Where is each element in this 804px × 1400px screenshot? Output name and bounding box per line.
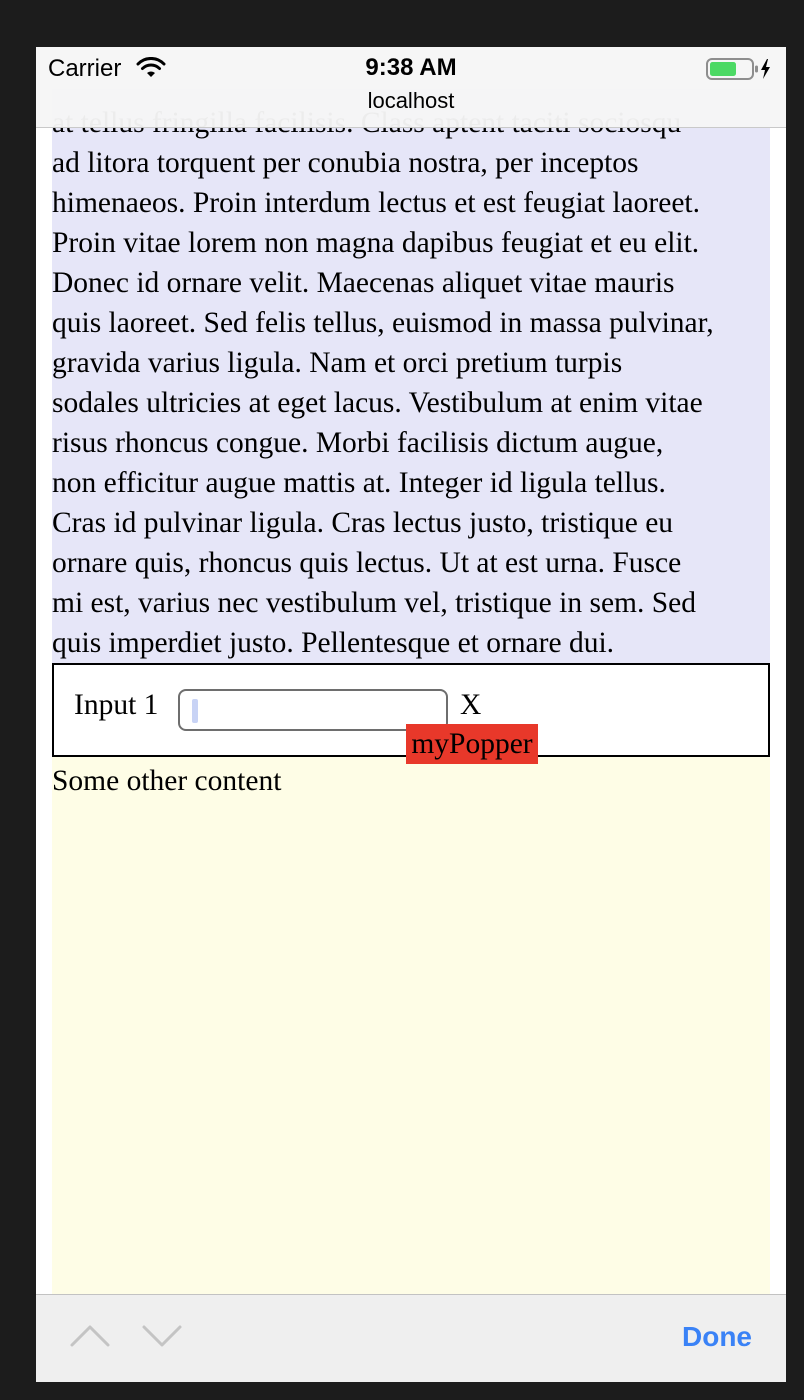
other-content-block [52,757,770,1317]
lorem-line: ad litora torquent per conubia nostra, per inceptos [52,147,639,179]
x-label: X [460,689,482,721]
lorem-line: mi est, varius nec vestibulum vel, tristique in sem. Sed [52,587,696,619]
chevron-up-icon[interactable] [68,1321,112,1351]
address-host[interactable]: localhost [367,88,455,113]
lorem-line: non efficitur augue mattis at. Integer id ligula tellus. [52,467,666,499]
input-1-label: Input 1 [74,689,159,721]
lorem-line: ornare quis, rhoncus quis lectus. Ut at est urna. Fusce [52,547,682,579]
lorem-paragraph-block [52,89,770,663]
my-popper: myPopper [406,724,538,764]
lorem-line: quis laoreet. Sed felis tellus, euismod in massa pulvinar, [52,307,714,339]
lorem-line: risus rhoncus congue. Morbi facilisis dictum augue, [52,427,664,459]
phone-screen [36,47,786,1382]
status-and-address-bar [36,47,786,128]
lorem-line: Proin vitae lorem non magna dapibus feugiat et eu elit. [52,227,700,259]
lorem-line: gravida varius ligula. Nam et orci pretium turpis [52,347,623,379]
carrier-label: Carrier [48,55,122,82]
other-content-text: Some other content [52,765,282,797]
lorem-line: Donec id ornare velit. Maecenas aliquet vitae mauris [52,267,675,299]
chevron-down-icon[interactable] [140,1321,184,1351]
webview[interactable] [36,47,786,1382]
lorem-line: sodales ultricies at eget lacus. Vestibulum at enim vitae [52,387,703,419]
battery-charging-icon [706,57,772,81]
lorem-paragraph [52,103,770,663]
status-time: 9:38 AM [365,54,457,81]
keyboard-accessory-bar [36,1294,786,1382]
lorem-line: Cras id pulvinar ligula. Cras lectus justo, tristique eu [52,507,674,539]
lorem-line: himenaeos. Proin interdum lectus et est feugiat laoreet. [52,187,700,219]
lorem-line: quis imperdiet justo. Pellentesque et ornare dui. [52,627,615,659]
text-caret [192,699,198,723]
done-button[interactable]: Done [682,1321,752,1352]
